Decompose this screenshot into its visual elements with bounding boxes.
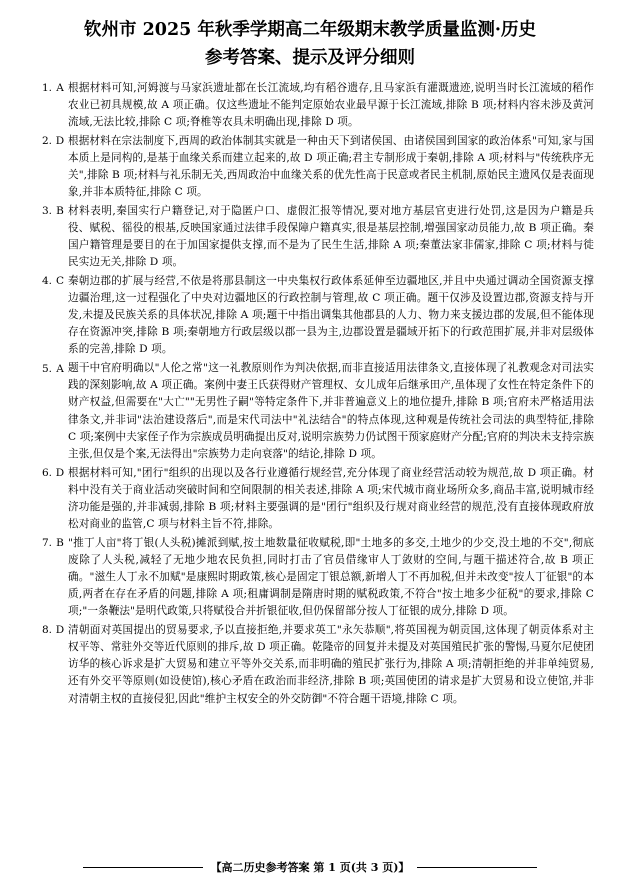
answer-choice: B: [56, 537, 64, 550]
answer-explanation: 题干中官府明确以"人伦之常"这一礼教原则作为判决依据,而非直接适用法律条文,直接体现了礼教观念对司法实践的深刻影响,故 A 项正确。案例中妻王氏获得财产管理权、女儿成年后继承田产,虽体现了女性在特定条件下的财产权益,但需要在"大亡""无男性子嗣"等特定条件下,并非普遍意义上的地位提升,排除 B 项;官府未严格适用法律条文,并非词"法治建设落后",而是宋代司法中"礼法结合"的特点体现,这种观是传统社会司法的典型特征,排除 C 项;案例中夫家侄子作为宗族成员明确提出反对,说明宗族势力仍试图干预家庭财产分配;官府的判决未支持宗族主张,但仅是个案,无法得出"宗族势力走向衰落"的结论,排除 D 项。: [68, 362, 594, 460]
answer-explanation: 根据材料在宗法制度下,西周的政治体制其实就是一种由天下到诸侯国、由诸侯国到国家的政治体系"可知,家与国本质上是同构的,是基于血缘关系而建立起来的,故 D 项正确;君主专制形成于秦朝,排除 A 项;材料与"传统秩序无关",排除 B 项;材料与礼乐制无关,西周政治中血缘关系的优先性高于民意或者民主机制,原始民主遗风仅是表面现象,并非本质特征,排除 C 项。: [68, 134, 594, 199]
answer-choice: B: [56, 205, 64, 218]
answer-choice: C: [55, 275, 65, 288]
answer-explanation: 材料表明,秦国实行户籍登记,对于隐匿户口、虚假汇报等情况,要对地方基层官吏进行处罚,这是因为户籍是兵役、赋税、徭役的根基,反映国家通过法律手段保障户籍真实,很是基层控制,增强国家动员能力,故 B 项正确。秦国户籍管理是要目的在于加国家提供支撑,而不是为了民生生活,排除 A 项;秦董法家非儒家,排除 C 项;材料与徙民实边无关,排除 D 项。: [68, 204, 594, 269]
page-footer: [0, 859, 620, 875]
answer-explanation: 根据材料可知,河姆渡与马家浜遗址都在长江流域,均有稻谷遗存,且马家浜有灌溉遗迹,说明当时长江流域的稻作农业已初具规模,故 A 项正确。仅这些遗址不能判定原始农业最早源于长江流域,排除 B 项;材料内容未涉及黄河流域,无法比较,排除 C 项;脊椎等农具未明确出现,排除 D 项。: [68, 81, 594, 128]
footer-label: 【高二历史参考答案 第 1 页(共 3 页)】: [203, 861, 418, 874]
answer-item: [26, 80, 594, 131]
question-number: 8.: [41, 624, 52, 637]
answer-item: [26, 360, 594, 463]
question-number: 3.: [41, 205, 52, 218]
answer-explanation: 秦朝边郡的扩展与经营,不依是将那县制这一中央集权行政体系延伸至边疆地区,并且中央通过调动全国资源支撑边疆治理,这一过程强化了中央对边疆地区的行政控制与管理,故 C 项正确。题干仅涉及设置边郡,资源支持与开发,未提及民族关系的具体状况,排除 A 项;题干中指出调集其他郡县的人力、物力来支援边郡的发展,但不能体现存在资源冲突,排除 B 项;秦朝地方行政层级以郡一县为主,边郡设置是疆域开拓下的行政范围扩展,并非对层级体系的完善,排除 D 项。: [68, 274, 594, 356]
answer-explanation: "推丁人亩"将丁银(人头税)摊派到赋,按土地数量征收赋税,即"土地多的多交,土地少的少交,没土地的不交",彻底废除了人头税,减轻了无地少地农民负担,同时打击了官员借缘审人丁敛财的空间,与题干描述符合,故 B 项正确。"滋生人丁永不加赋"是康熙时期政策,核心是固定丁银总额,新增人丁不再加税,但并未改变"按人丁征银"的本质,两者在存在矛盾的问题,排除 A 项;租庸调制是隋唐时期的赋税政策,不符合"按土地多少征税"的要求,排除 C 项;"一条鞭法"是明代政策,只将赋役合并折银征收,但仍保留部分按人丁征银的成分,排除 D 项。: [68, 536, 594, 618]
answer-item: [26, 535, 594, 621]
footer-inner: [201, 859, 420, 875]
question-number: 6.: [41, 467, 52, 480]
answer-choice: D: [55, 135, 65, 148]
question-number: 2.: [41, 135, 52, 148]
page-header: [26, 18, 594, 72]
answer-explanation: 根据材料可知,"团行"组织的出现以及各行业遵循行规经营,充分体现了商业经营活动较为规范,故 D 项正确。材料中没有关于商业活动突破时间和空间限制的相关表述,排除 A 项;宋代城市商业场所众多,商品丰富,说明城市经济功能是强的,并非减弱,排除 B 项;材料主要强调的是"团行"组织及行规对商业经营的规范,没有直接体现政府放松对商业的监管,C 项与材料主旨不符,排除。: [68, 466, 594, 531]
answer-choice: D: [55, 624, 65, 637]
page-subtitle: 参考答案、提示及评分细则: [205, 48, 415, 69]
answer-item: [26, 133, 594, 202]
answer-item: [26, 622, 594, 708]
answer-choice: A: [56, 362, 64, 375]
answer-item: [26, 203, 594, 272]
question-number: 4.: [41, 275, 52, 288]
answer-choice: A: [56, 82, 64, 95]
answer-explanation: 清朝面对英国提出的贸易要求,予以直接拒绝,并要求英工"永矢恭顺",将英国视为朝贡国,这体现了朝贡体系对主权平等、常驻外交等近代原则的排斥,故 D 项正确。乾隆帝的回复并未提及对英国殖民扩张的警惕,马夏尔尼使团访华的核心诉求是扩大贸易和建立平等外交关系,而非明确的殖民扩张行为,排除 A 项;清朝拒绝的并非单纯贸易,还有外交平等原则(如设使馆),核心矛盾在政治而非经济,排除 B 项;英国使团的请求是扩大贸易和设立使馆,并非对清朝主权的直接侵犯,因此"维护主权安全的外交防御"不符合题干语境,排除 C 项。: [68, 623, 594, 705]
question-number: 7.: [41, 537, 52, 550]
answer-list: [26, 80, 594, 708]
answer-item: [26, 273, 594, 359]
question-number: 5.: [41, 362, 52, 375]
question-number: 1.: [41, 82, 52, 95]
page-title: 钦州市 2025 年秋季学期高二年级期末教学质量监测·历史: [84, 20, 536, 40]
answer-choice: D: [55, 467, 65, 480]
answer-item: [26, 465, 594, 534]
